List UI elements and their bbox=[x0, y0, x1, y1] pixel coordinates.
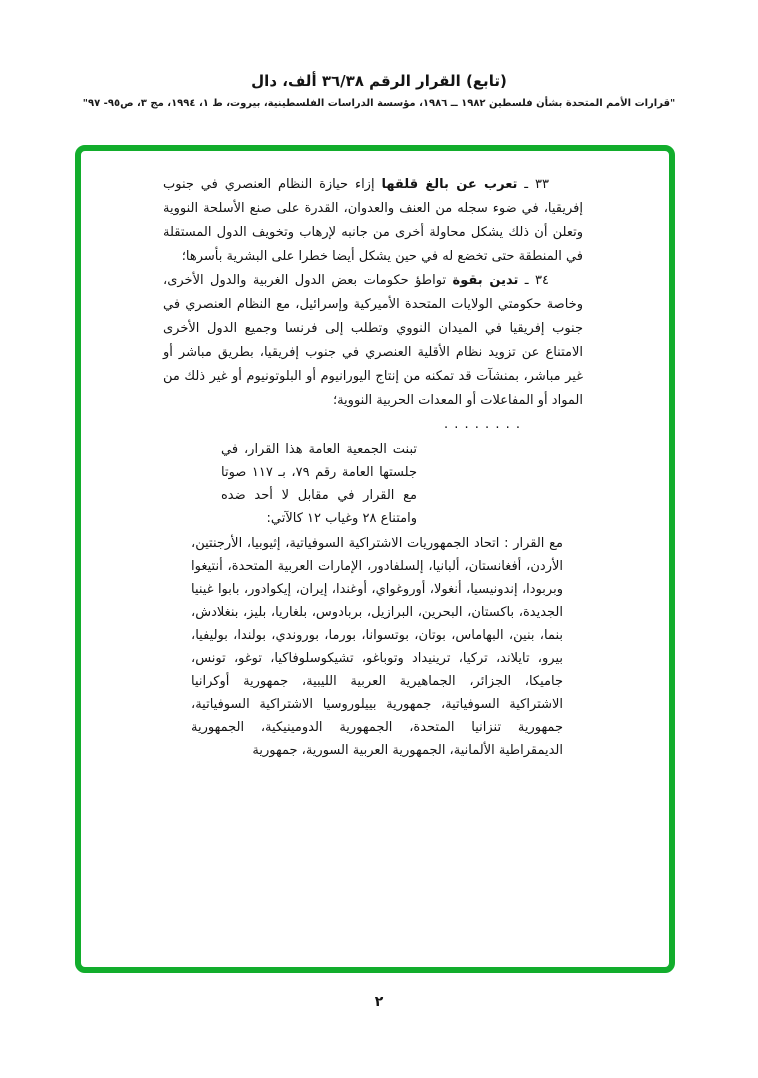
resolution-title: (تابع) القرار الرقم ٣٦/٣٨ ألف، دال bbox=[251, 72, 507, 90]
paragraph-34-number: ٣٤ ـ bbox=[518, 273, 550, 288]
section-separator-dots: . . . . . . . . bbox=[444, 417, 521, 432]
vote-for-countries: اتحاد الجمهوريات الاشتراكية السوفياتية، إثيوبيا، الأرجنتين، الأردن، أفغانستان، ألبانيا، إلسلفادور، الإمارات العربية المتحدة، أنتيغوا وبربودا، إندونيسيا، أنغولا، أوروغواي، أوغندا، إيران، إيكوادور، بابوا غينيا الجديدة، باكستان، البحرين، البرازيل، بربادوس، بلغاريا، بليز، بنغلادش، بنما، بنين، البهاماس، بوتان، بوتسوانا، بورما، بوروندي، بولندا، بوليفيا، بيرو، تايلاند، تركيا، ترينيداد وتوباغو، تشيكوسلوفاكيا، توغو، تونس، جاميكا، الجزائر، الجماهيرية العربية الليبية، جمهورية أوكرانيا الاشتراكية السوفياتية، جمهورية بييلوروسيا الاشتراكية السوفياتية، جمهورية تنزانيا المتحدة، الجمهورية الدومينيكية، الجمهورية الديمقراطية الألمانية، الجمهورية العربية السورية، جمهورية bbox=[191, 536, 563, 758]
paragraph-34 bbox=[163, 269, 583, 413]
document-header bbox=[0, 0, 758, 109]
paragraph-33-lead: تعرب عن بالغ قلقها bbox=[381, 177, 518, 192]
source-citation: "قرارات الأمم المتحدة بشأن فلسطين ١٩٨٢ ــ ١٩٨٦، مؤسسة الدراسات الفلسطينية، بيروت، ط ١، ١٩٩٤، مج ٣، ص٩٥- ٩٧" bbox=[82, 98, 676, 109]
vote-for-list bbox=[191, 532, 563, 762]
paragraph-33-body: إزاء حيازة النظام العنصري في جنوب إفريقيا، في ضوء سجله من العنف والعدوان، القدرة على صنع الأسلحة النووية وتعلن أن ذلك يشكل محاولة أخرى من جانبه لإرهاب وتخويف الدول المستقلة في المنطقة حتى تخضع له في حين يشكل أيضا خطرا على البشرية بأسرها؛ bbox=[163, 177, 583, 264]
resolution-text bbox=[81, 151, 669, 762]
paragraph-34-body: تواطؤ حكومات بعض الدول الغربية والدول الأخرى، وخاصة حكومتي الولايات المتحدة الأميركية وإسرائيل، مع النظام العنصري في جنوب إفريقيا في الميدان النووي وتطلب إلى فرنسا وجميع الدول الأخرى الامتناع عن تزويد نظام الأقلية العنصري في جنوب إفريقيا، بطريق مباشر أو غير مباشر، بمنشآت قد تمكنه من إنتاج اليورانيوم أو البلوتونيوم أو غير ذلك من المواد أو المفاعلات أو المعدات الحربية النووية؛ bbox=[163, 273, 583, 408]
paragraph-34-lead: تدين بقوة bbox=[452, 273, 519, 288]
paragraph-33-number: ٣٣ ـ bbox=[517, 177, 549, 192]
page-number: ٢ bbox=[374, 994, 384, 1010]
vote-for-label: مع القرار : bbox=[499, 536, 564, 551]
highlight-box bbox=[75, 145, 675, 973]
adoption-note: تبنت الجمعية العامة هذا القرار، في جلستها العامة رقم ٧٩، بـ ١١٧ صوتا مع القرار في مقابل لا أحد ضده وامتناع ٢٨ وغياب ١٢ كالآتي: bbox=[221, 442, 417, 526]
paragraph-33 bbox=[163, 173, 583, 269]
